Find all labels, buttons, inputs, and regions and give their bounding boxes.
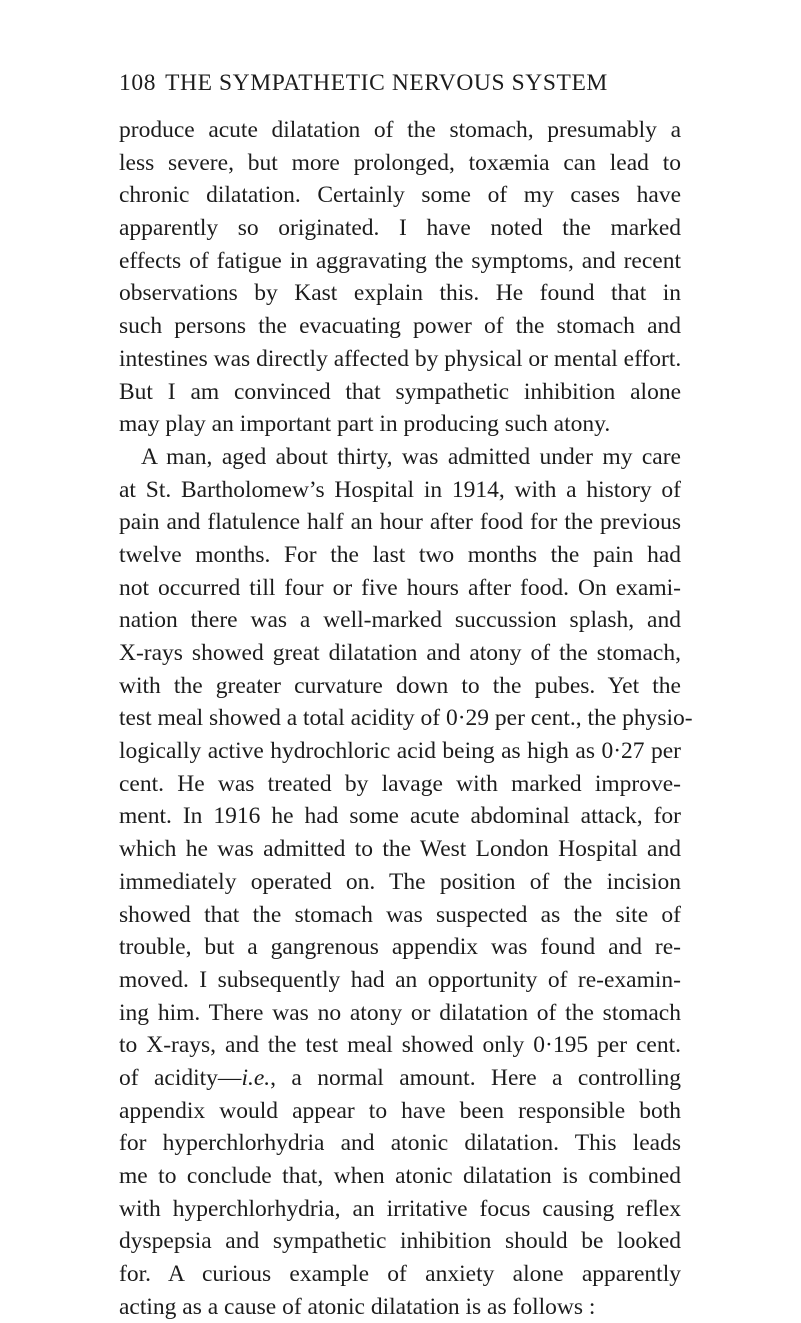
body-text	[119, 114, 693, 1323]
text-line: for hyperchlorhydria and atonic dilatation. This leads	[119, 1130, 681, 1157]
text-line: to X-rays, and the test meal showed only 0·195 per cent.	[119, 1032, 681, 1059]
text-line: ment. In 1916 he had some acute abdominal attack, for	[119, 803, 681, 830]
text-line: ing him. There was no atony or dilatation of the stomach	[119, 999, 681, 1026]
text-line: with hyperchlorhydria, an irritative focus causing reflex	[119, 1195, 681, 1222]
text-line: such persons the evacuating power of the stomach and	[119, 313, 681, 340]
text-line: nation there was a well-marked succussion splash, and	[119, 607, 681, 634]
italic-abbreviation: i.e.	[241, 1064, 271, 1091]
text-line: with the greater curvature down to the pubes. Yet the	[119, 672, 681, 699]
text-line: chronic dilatation. Certainly some of my cases have	[119, 182, 681, 209]
text-line: me to conclude that, when atonic dilatation is combined	[119, 1163, 681, 1189]
text-line: immediately operated on. The position of the incision	[119, 868, 681, 895]
text-line: for. A curious example of anxiety alone apparently	[119, 1261, 681, 1288]
text-line: logically active hydrochloric acid being as high as 0·27 per	[119, 738, 681, 765]
text-line: observations by Kast explain this. He found that in	[119, 280, 681, 307]
page-number: 108	[119, 70, 157, 96]
text-line: not occurred till four or five hours after food. On exami-	[119, 574, 681, 601]
text-line: test meal showed a total acidity of 0·29 per cent., the physio-	[119, 705, 693, 732]
running-head	[119, 68, 719, 98]
text-line: pain and flatulence half an hour after food for the previous	[119, 509, 681, 536]
running-title: THE SYMPATHETIC NERVOUS SYSTEM	[165, 70, 608, 96]
text-line: acting as a cause of atonic dilatation is as follows :	[119, 1293, 596, 1320]
text-line: A man, aged about thirty, was admitted under my care	[141, 443, 681, 470]
text-line	[119, 1062, 681, 1095]
text-line: moved. I subsequently had an opportunity of re-examin-	[119, 966, 681, 993]
text-line: produce acute dilatation of the stomach, presumably a	[119, 117, 681, 143]
text-line: apparently so originated. I have noted the marked	[119, 215, 681, 242]
text-line: may play an important part in producing such atony.	[119, 411, 611, 438]
text-line: appendix would appear to have been responsible both	[119, 1097, 681, 1124]
text-line: X-rays showed great dilatation and atony of the stomach,	[119, 640, 681, 666]
text-line: But I am convinced that sympathetic inhibition alone	[119, 378, 681, 405]
text-line: less severe, but more prolonged, toxæmia can lead to	[119, 149, 681, 176]
text-line: intestines was directly affected by physical or mental effort.	[119, 345, 682, 372]
text-line: effects of fatigue in aggravating the symptoms, and recent	[119, 247, 681, 274]
text-line: showed that the stomach was suspected as the site of	[119, 901, 681, 928]
text-segment: , a normal amount. Here a controlling	[270, 1064, 681, 1091]
text-line: twelve months. For the last two months the pain had	[119, 541, 681, 568]
text-line: which he was admitted to the West London Hospital and	[119, 836, 681, 863]
text-line: dyspepsia and sympathetic inhibition should be looked	[119, 1228, 681, 1255]
text-line: cent. He was treated by lavage with marked improve-	[119, 770, 681, 797]
text-segment: of acidity—	[119, 1064, 242, 1091]
text-line: trouble, but a gangrenous appendix was found and re-	[119, 934, 681, 961]
text-line: at St. Bartholomew’s Hospital in 1914, with a history of	[119, 476, 681, 503]
